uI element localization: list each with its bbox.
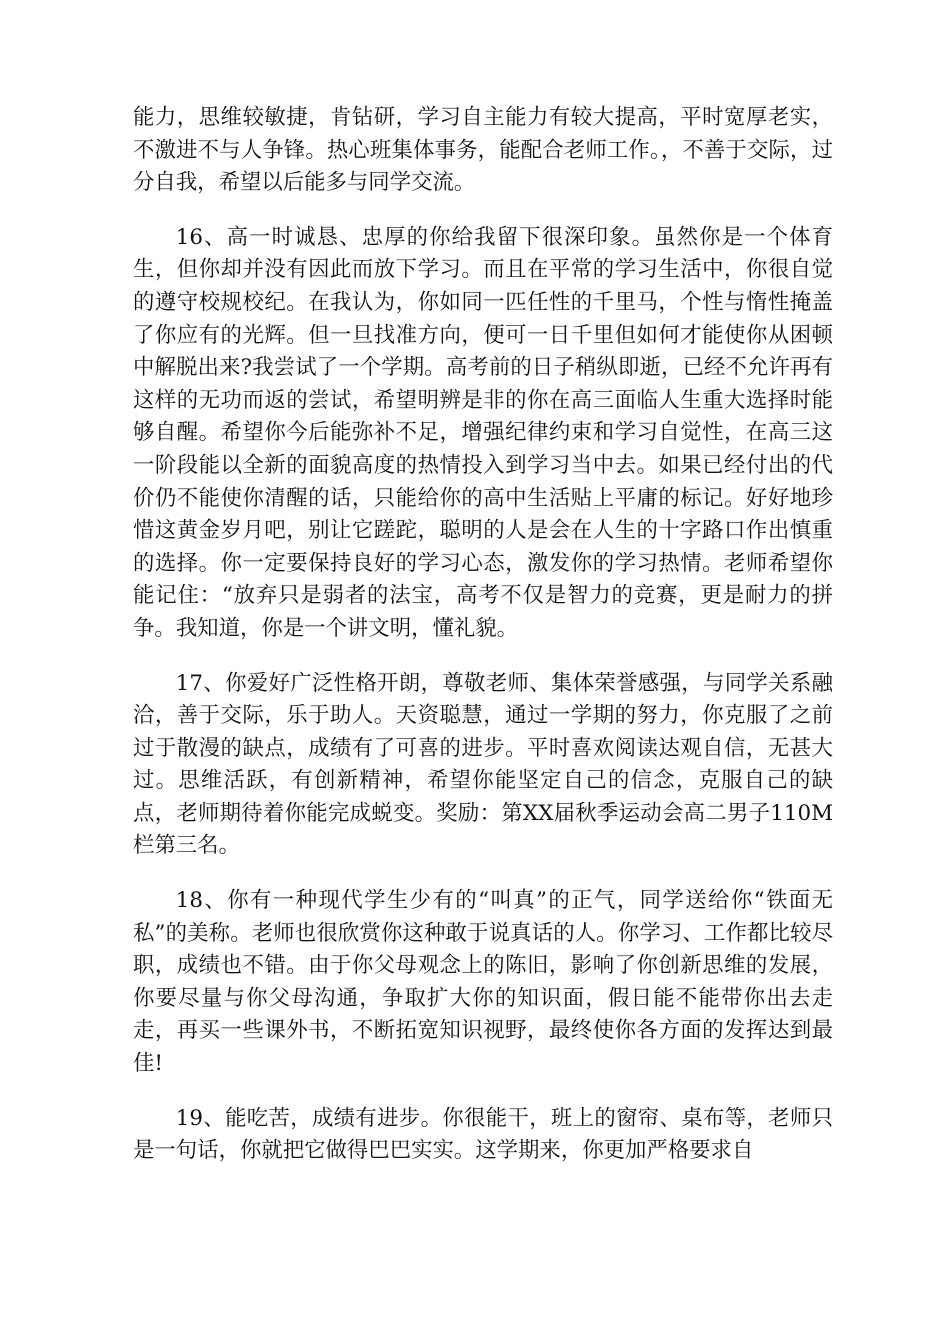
paragraph-comment-19: 19、能吃苦，成绩有进步。你很能干，班上的窗帘、桌布等，老师只是一句话，你就把它做得巴巴实实。这学期来，你更加严格要求自: [133, 1105, 833, 1164]
paragraph-comment-17: 17、你爱好广泛性格开朗，尊敬老师、集体荣誉感强，与同学关系融洽，善于交际，乐于助人。天资聪慧，通过一学期的努力，你克服了之前过于散漫的缺点，成绩有了可喜的进步。平时喜欢阅读达观自信，无甚大过。思维活跃，有创新精神，希望你能坚定自己的信念，克服自己的缺点，老师期待着你能完成蜕变。奖励：第XX届秋季运动会高二男子110M栏第三名。: [133, 670, 833, 859]
paragraph-comment-16: 16、高一时诚恳、忠厚的你给我留下很深印象。虽然你是一个体育生，但你却并没有因此而放下学习。而且在平常的学习生活中，你很自觉的遵守校规校纪。在我认为，你如同一匹任性的千里马，个性与惰性掩盖了你应有的光辉。但一旦找准方向，便可一日千里但如何才能使你从困顿中解脱出来?我尝试了一个学期。高考前的日子稍纵即逝，已经不允许再有这样的无功而返的尝试，希望明辨是非的你在高三面临人生重大选择时能够自醒。希望你今后能弥补不足，增强纪律约束和学习自觉性，在高三这一阶段能以全新的面貌高度的热情投入到学习当中去。如果已经付出的代价仍不能使你清醒的话，只能给你的高中生活贴上平庸的标记。好好地珍惜这黄金岁月吧，别让它蹉跎，聪明的人是会在人生的十字路口作出慎重的选择。你一定要保持良好的学习心态，激发你的学习热情。老师希望你能记住：“放弃只是弱者的法宝，高考不仅是智力的竞赛，更是耐力的拼争。我知道，你是一个讲文明，懂礼貌。: [133, 224, 833, 641]
document-page: [133, 102, 833, 1190]
paragraph-continuation: 能力，思维较敏捷，肯钻研，学习自主能力有较大提高，平时宽厚老实，不激进不与人争锋。热心班集体事务，能配合老师工作。，不善于交际，过分自我，希望以后能多与同学交流。: [133, 105, 833, 196]
paragraph-comment-18: 18、你有一种现代学生少有的“叫真”的正气，同学送给你“铁面无私”的美称。老师也很欣赏你这种敢于说真话的人。你学习、工作都比较尽职，成绩也不错。由于你父母观念上的陈旧，影响了你创新思维的发展，你要尽量与你父母沟通，争取扩大你的知识面，假日能不能带你出去走走，再买一些课外书，不断拓宽知识视野，最终使你各方面的发挥达到最佳!: [133, 888, 833, 1077]
